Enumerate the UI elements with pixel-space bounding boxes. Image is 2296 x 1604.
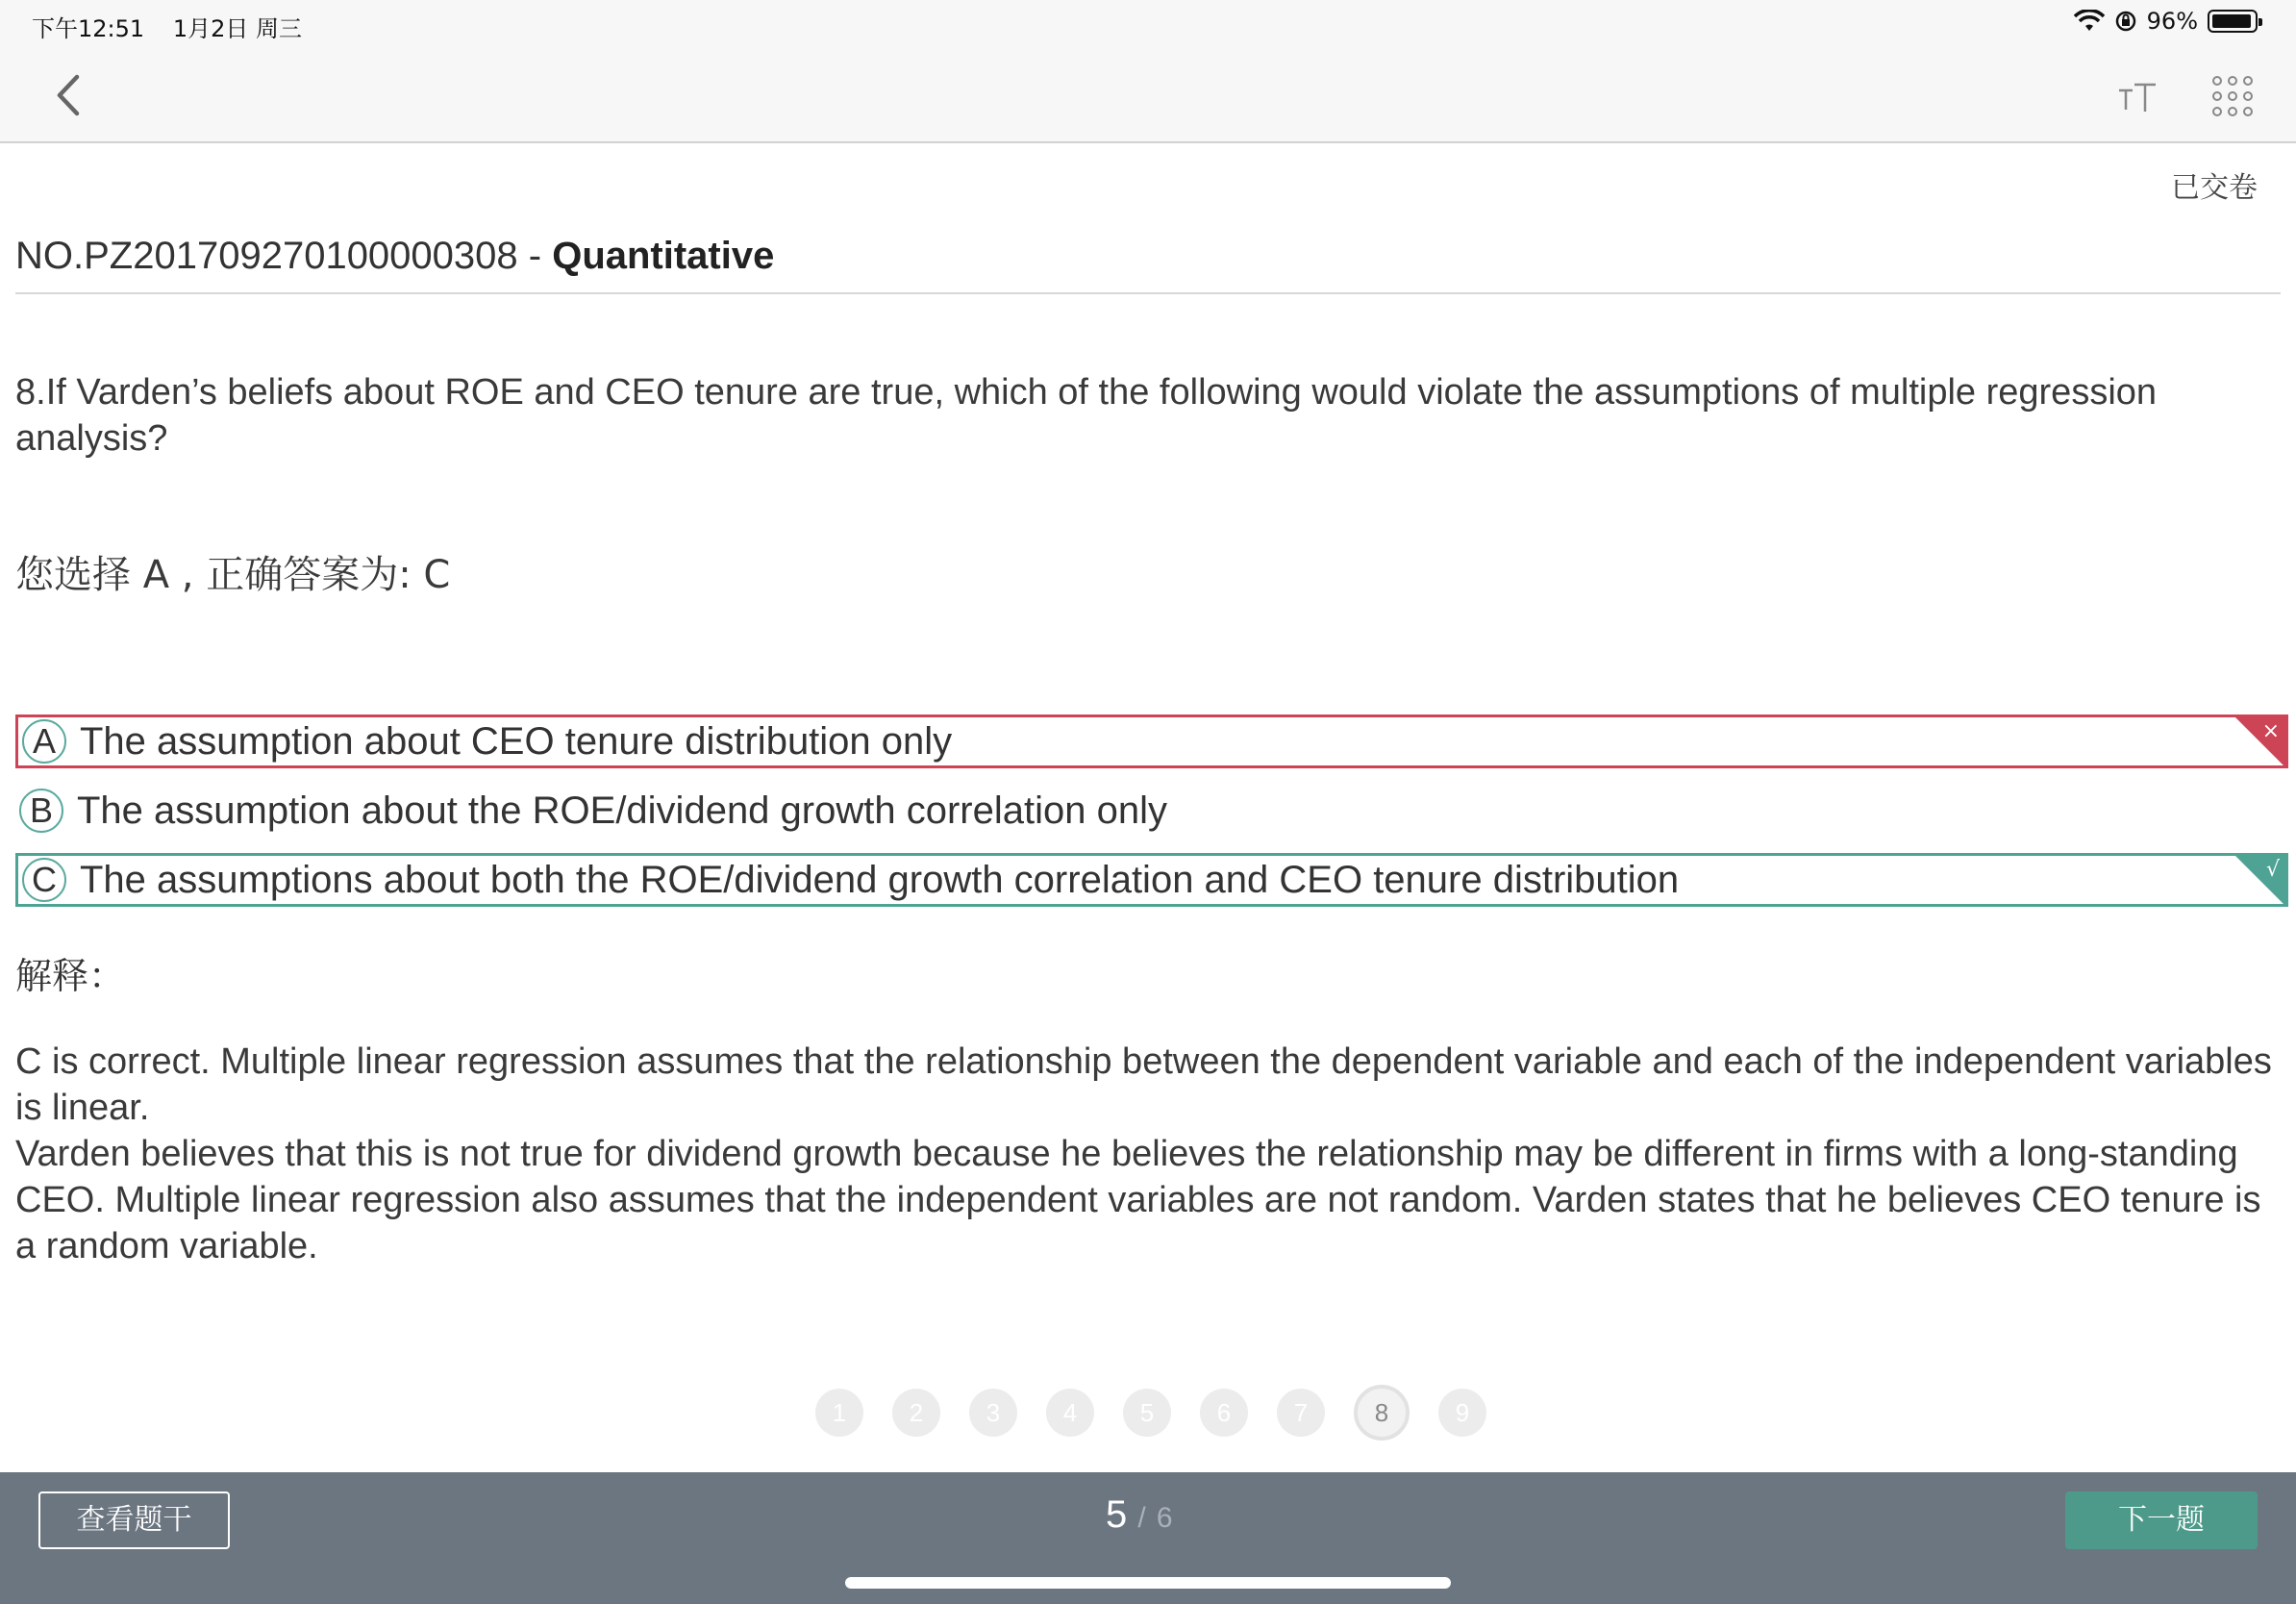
explanation-text	[15, 1039, 2284, 1269]
page-dot[interactable]: 9	[1438, 1389, 1486, 1437]
option-text: The assumption about the ROE/dividend growth correlation only	[77, 789, 1167, 832]
option-letter: A	[22, 719, 66, 764]
orientation-lock-icon	[2114, 10, 2137, 33]
page-dot[interactable]: 1	[815, 1389, 863, 1437]
option-letter: C	[22, 858, 66, 902]
explanation-paragraph: C is correct. Multiple linear regression assumes that the relationship between the dependent variable and each of the independent variables is linear.	[15, 1041, 2272, 1128]
explanation-paragraph: Varden believes that this is not true for dividend growth because he believes the relationship may be different in firms with a long-standing CEO. Multiple linear regression also assumes that the independent variables are not random. Varden states that he believes CEO tenure is a random variable.	[15, 1134, 2261, 1266]
option-a[interactable]	[15, 714, 2288, 768]
explanation-label: 解释：	[15, 955, 126, 997]
page-dot[interactable]: 3	[969, 1389, 1017, 1437]
progress-total: 6	[1156, 1502, 1173, 1534]
page-dot[interactable]: 2	[892, 1389, 940, 1437]
question-code: NO.PZ201709270100000308 -	[15, 235, 553, 277]
question-category: Quantitative	[552, 235, 775, 277]
battery-icon	[2208, 10, 2258, 33]
font-size-icon[interactable]	[2115, 75, 2161, 121]
view-stem-button[interactable]: 查看题干	[38, 1491, 230, 1549]
nav-bar	[0, 46, 2296, 143]
bottom-bar	[0, 1472, 2296, 1604]
battery-percent: 96%	[2146, 8, 2198, 35]
page-dot[interactable]: 6	[1200, 1389, 1248, 1437]
option-letter: B	[19, 789, 63, 833]
option-c[interactable]	[15, 853, 2288, 907]
status-date: 1月2日 周三	[172, 15, 302, 42]
progress-separator: /	[1137, 1502, 1146, 1534]
wrong-mark-icon: ×	[2261, 719, 2280, 743]
option-text: The assumption about CEO tenure distribution only	[80, 719, 953, 763]
option-b[interactable]	[15, 784, 2288, 838]
question-title	[15, 235, 2281, 294]
home-indicator	[845, 1577, 1451, 1589]
page-dot[interactable]: 5	[1123, 1389, 1171, 1437]
status-bar	[0, 0, 2296, 46]
progress-current: 5	[1106, 1493, 1128, 1536]
option-text: The assumptions about both the ROE/dividend growth correlation and CEO tenure distribution	[80, 858, 1680, 901]
next-question-button[interactable]: 下一题	[2065, 1491, 2258, 1549]
grid-menu-icon[interactable]	[2211, 75, 2254, 117]
check-mark-icon: √	[2265, 858, 2280, 882]
status-right	[2074, 8, 2258, 35]
page-dot[interactable]: 7	[1277, 1389, 1325, 1437]
status-left	[32, 10, 323, 43]
submitted-label: 已交卷	[2171, 171, 2258, 205]
question-pager	[815, 1389, 1486, 1441]
question-text: 8.If Varden’s beliefs about ROE and CEO tenure are true, which of the following would violate the assumptions of multiple regression analysis?	[15, 372, 2158, 459]
answer-summary: 您选择 A , 正确答案为: C	[15, 553, 451, 597]
wifi-icon	[2074, 10, 2105, 33]
progress-indicator	[1106, 1493, 1173, 1537]
back-icon[interactable]	[44, 69, 92, 121]
status-time: 下午12:51	[32, 15, 145, 42]
page-dot[interactable]: 4	[1046, 1389, 1094, 1437]
page-dot-current[interactable]: 8	[1354, 1385, 1410, 1441]
